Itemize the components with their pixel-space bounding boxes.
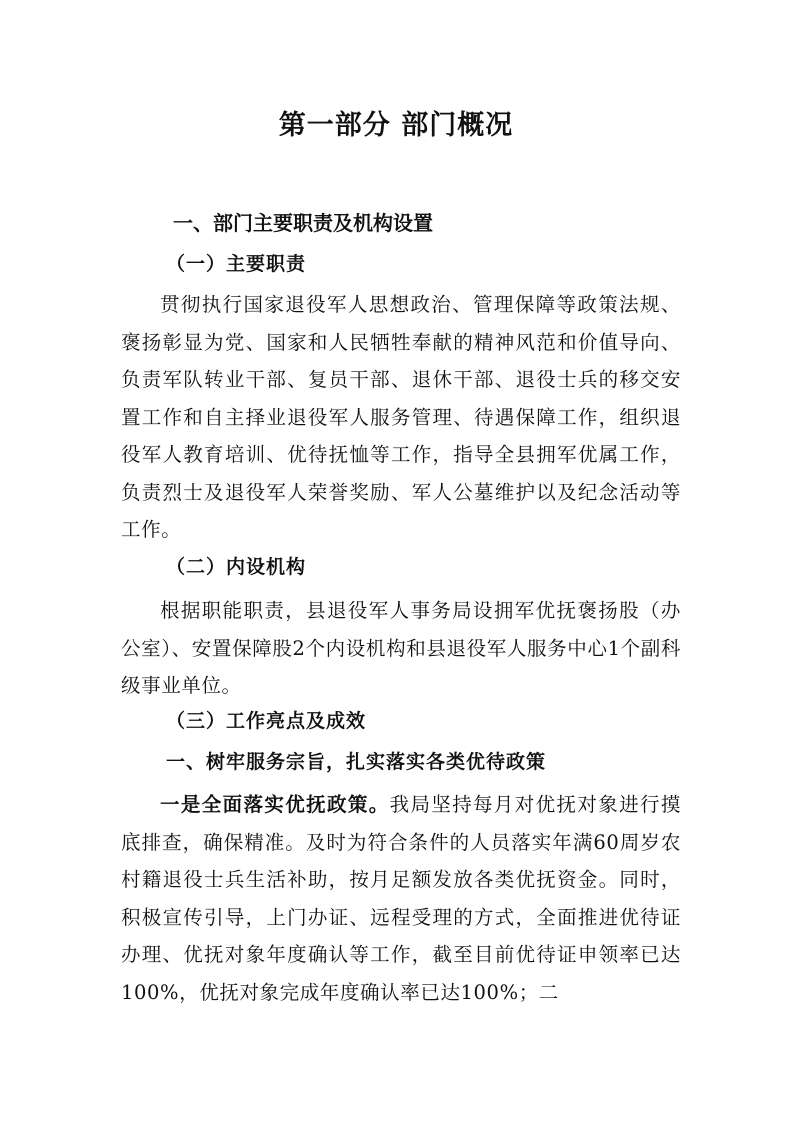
paragraph-lead-phrase: 一是全面落实优抚政策。 bbox=[160, 793, 390, 816]
paragraph-policy-implementation bbox=[121, 786, 681, 1011]
subsection-heading-highlights: （三）工作亮点及成效 bbox=[166, 710, 367, 732]
paragraph-body: 我局坚持每月对优抚对象进行摸底排查，确保精准。及时为符合条件的人员落实年满60周岁农村籍退役士兵生活补助，按月足额发放各类优抚资金。同时，积极宣传引导，上门办证、远程受理的方式，全面推进优待证办理、优抚对象年度确认等工作，截至目前优待证申领率已达100%，优抚对象完成年度确认率已达100%；二 bbox=[121, 793, 681, 1004]
page-title: 第一部分 部门概况 bbox=[278, 110, 514, 141]
subsection-heading-internal-structure: （二）内设机构 bbox=[166, 556, 307, 578]
subsection-heading-main-duties: （一）主要职责 bbox=[166, 253, 307, 275]
point-heading-service: 一、树牢服务宗旨，扎实落实各类优待政策 bbox=[166, 751, 547, 773]
paragraph-internal-structure: 根据职能职责，县退役军人事务局设拥军优抚褒扬股（办公室）、安置保障股2个内设机构和县退役军人服务中心1个副科级事业单位。 bbox=[121, 599, 681, 697]
paragraph-main-duties: 贯彻执行国家退役军人思想政治、管理保障等政策法规、褒扬彰显为党、国家和人民牺牲奉献的精神风范和价值导向、负责军队转业干部、复员干部、退休干部、退役士兵的移交安置工作和自主择业退役军人服务管理、待遇保障工作，组织退役军人教育培训、优待抚恤等工作，指导全县拥军优属工作，负责烈士及退役军人荣誉奖励、军人公墓维护以及纪念活动等工作。 bbox=[121, 293, 681, 541]
section-heading-duties-structure: 一、部门主要职责及机构设置 bbox=[173, 211, 433, 235]
